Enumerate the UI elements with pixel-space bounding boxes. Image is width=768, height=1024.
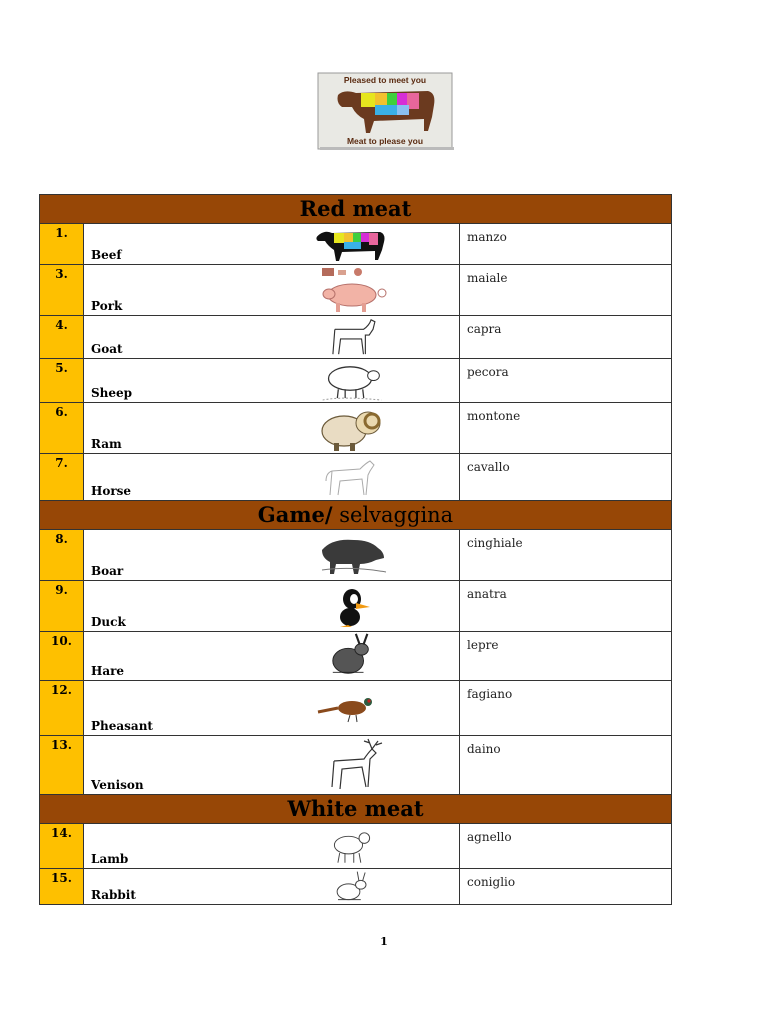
section-header [40, 795, 672, 824]
row-number: 6. [40, 403, 84, 454]
english-name-cell [84, 681, 460, 736]
table-row [40, 454, 672, 501]
english-name-cell [84, 736, 460, 795]
table-row [40, 869, 672, 905]
english-name-cell [84, 869, 460, 905]
meat-logo-image [316, 71, 454, 151]
deer-icon [312, 736, 392, 794]
goat-icon [312, 316, 392, 358]
english-name: Beef [91, 248, 122, 262]
english-name-cell [84, 454, 460, 501]
english-name-cell [84, 403, 460, 454]
section-subtitle: selvaggina [332, 503, 454, 527]
english-name: Pheasant [91, 719, 153, 733]
section-title: Red meat [299, 196, 412, 221]
row-number: 14. [40, 824, 84, 869]
table-row [40, 265, 672, 316]
italian-name: agnello [460, 824, 672, 869]
italian-name: anatra [460, 581, 672, 632]
english-name-cell [84, 530, 460, 581]
row-number: 10. [40, 632, 84, 681]
sheep-icon [312, 359, 392, 402]
english-name: Ram [91, 437, 122, 451]
english-name: Lamb [91, 852, 129, 866]
english-name: Venison [91, 778, 144, 792]
english-name-cell [84, 359, 460, 403]
ram-icon [312, 403, 392, 453]
english-name: Horse [91, 484, 132, 498]
english-name-cell [84, 224, 460, 265]
italian-name: cavallo [460, 454, 672, 501]
english-name: Duck [91, 615, 126, 629]
italian-name: pecora [460, 359, 672, 403]
italian-name: montone [460, 403, 672, 454]
english-name: Pork [91, 299, 123, 313]
hare-icon [312, 632, 392, 680]
italian-name: lepre [460, 632, 672, 681]
horse-icon [312, 454, 392, 500]
italian-name: capra [460, 316, 672, 359]
row-number: 9. [40, 581, 84, 632]
row-number: 13. [40, 736, 84, 795]
logo-bottom-text: Meat to please you [346, 136, 424, 146]
row-number: 1. [40, 224, 84, 265]
page-number: 1 [380, 935, 388, 948]
english-name: Goat [91, 342, 123, 356]
rabbit-icon [312, 869, 392, 904]
logo-top-text: Pleased to meet you [343, 75, 427, 85]
table-row [40, 681, 672, 736]
table-row [40, 403, 672, 454]
english-name-cell [84, 824, 460, 869]
lamb-icon [312, 824, 392, 868]
table-row [40, 736, 672, 795]
duck-icon [312, 581, 392, 631]
english-name-cell [84, 632, 460, 681]
row-number: 3. [40, 265, 84, 316]
english-name: Rabbit [91, 888, 136, 902]
row-number: 4. [40, 316, 84, 359]
english-name-cell [84, 581, 460, 632]
english-name: Boar [91, 564, 124, 578]
cow-cuts-icon [312, 224, 392, 264]
italian-name: daino [460, 736, 672, 795]
table-row [40, 530, 672, 581]
table-row [40, 316, 672, 359]
english-name-cell [84, 316, 460, 359]
row-number: 5. [40, 359, 84, 403]
english-name: Hare [91, 664, 125, 678]
row-number: 15. [40, 869, 84, 905]
italian-name: coniglio [460, 869, 672, 905]
italian-name: fagiano [460, 681, 672, 736]
english-name: Sheep [91, 386, 133, 400]
pheasant-icon [312, 681, 392, 735]
section-title: White meat [287, 796, 424, 821]
meat-vocabulary-table [39, 194, 672, 905]
table-row [40, 224, 672, 265]
table-row [40, 632, 672, 681]
row-number: 8. [40, 530, 84, 581]
italian-name: manzo [460, 224, 672, 265]
pig-icon [312, 265, 392, 315]
table-row [40, 581, 672, 632]
english-name-cell [84, 265, 460, 316]
section-header [40, 501, 672, 530]
row-number: 12. [40, 681, 84, 736]
boar-icon [312, 530, 392, 580]
row-number: 7. [40, 454, 84, 501]
section-header [40, 195, 672, 224]
section-title: Game/ [257, 502, 333, 527]
table-row [40, 824, 672, 869]
italian-name: maiale [460, 265, 672, 316]
table-row [40, 359, 672, 403]
italian-name: cinghiale [460, 530, 672, 581]
